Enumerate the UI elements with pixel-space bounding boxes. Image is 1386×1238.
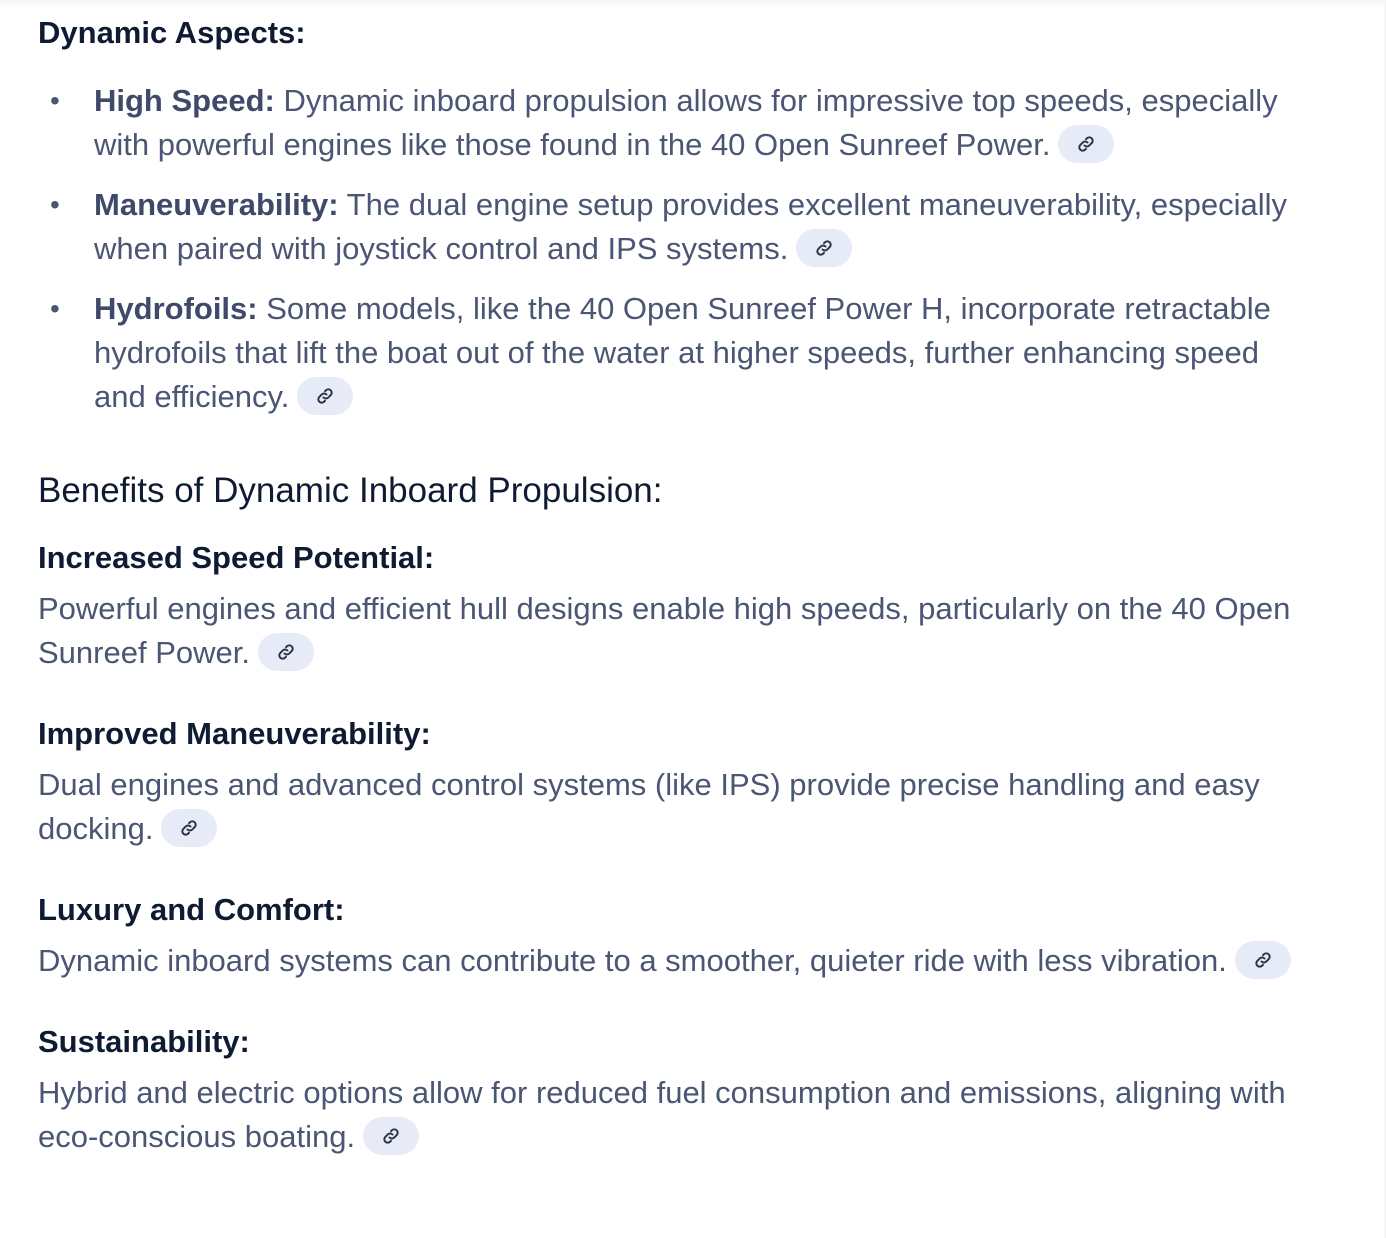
- benefit-text: Dual engines and advanced control systems (like IPS) provide precise handling and easy docking.: [38, 767, 1260, 846]
- benefit-text: Powerful engines and efficient hull designs enable high speeds, particularly on the 40 Open Sunreef Power.: [38, 591, 1291, 670]
- source-link-button[interactable]: [161, 809, 217, 847]
- benefit-paragraph: [38, 939, 1298, 983]
- link-icon: [180, 819, 198, 837]
- dynamic-aspects-list: [38, 79, 1338, 419]
- benefit-text: Dynamic inboard systems can contribute to a smoother, quieter ride with less vibration.: [38, 943, 1227, 978]
- benefit-title: Improved Maneuverability:: [38, 716, 431, 751]
- list-item-term: Maneuverability:: [94, 187, 339, 222]
- benefit-section: [38, 889, 1338, 983]
- benefit-paragraph: [38, 1071, 1298, 1159]
- bullet-icon: •: [50, 85, 60, 116]
- bullet-icon: •: [50, 293, 60, 324]
- top-scroll-shadow: [0, 0, 1386, 6]
- link-icon: [316, 387, 334, 405]
- benefit-title: Increased Speed Potential:: [38, 540, 435, 575]
- benefit-section: [38, 1021, 1338, 1159]
- list-item-text: The dual engine setup provides excellent maneuverability, especially when paired with joystick control and IPS systems.: [94, 187, 1287, 266]
- response-content: [38, 12, 1338, 1159]
- benefits-heading: Benefits of Dynamic Inboard Propulsion:: [38, 471, 663, 510]
- source-link-button[interactable]: [796, 229, 852, 267]
- benefit-title: Sustainability:: [38, 1024, 250, 1059]
- link-icon: [277, 643, 295, 661]
- benefit-paragraph: [38, 763, 1298, 851]
- list-item-term: High Speed:: [94, 83, 275, 118]
- bullet-icon: •: [50, 189, 60, 220]
- benefit-text: Hybrid and electric options allow for reduced fuel consumption and emissions, aligning with eco-conscious boating.: [38, 1075, 1286, 1154]
- list-item-text: Some models, like the 40 Open Sunreef Power H, incorporate retractable hydrofoils that lift the boat out of the water at higher speeds, further enhancing speed and efficiency.: [94, 291, 1271, 414]
- link-icon: [382, 1127, 400, 1145]
- benefit-title: Luxury and Comfort:: [38, 892, 345, 927]
- source-link-button[interactable]: [1235, 941, 1291, 979]
- source-link-button[interactable]: [363, 1117, 419, 1155]
- benefit-section: [38, 537, 1338, 675]
- source-link-button[interactable]: [258, 633, 314, 671]
- benefit-paragraph: [38, 587, 1298, 675]
- link-icon: [1254, 951, 1272, 969]
- list-item: [38, 79, 1294, 167]
- dynamic-aspects-heading: Dynamic Aspects:: [38, 15, 306, 50]
- source-link-button[interactable]: [297, 377, 353, 415]
- list-item-text: Dynamic inboard propulsion allows for impressive top speeds, especially with powerful engines like those found in the 40 Open Sunreef Power.: [94, 83, 1278, 162]
- list-item: [38, 287, 1294, 419]
- source-link-button[interactable]: [1058, 125, 1114, 163]
- list-item-term: Hydrofoils:: [94, 291, 258, 326]
- list-item: [38, 183, 1294, 271]
- link-icon: [1077, 135, 1095, 153]
- benefit-section: [38, 713, 1338, 851]
- link-icon: [815, 239, 833, 257]
